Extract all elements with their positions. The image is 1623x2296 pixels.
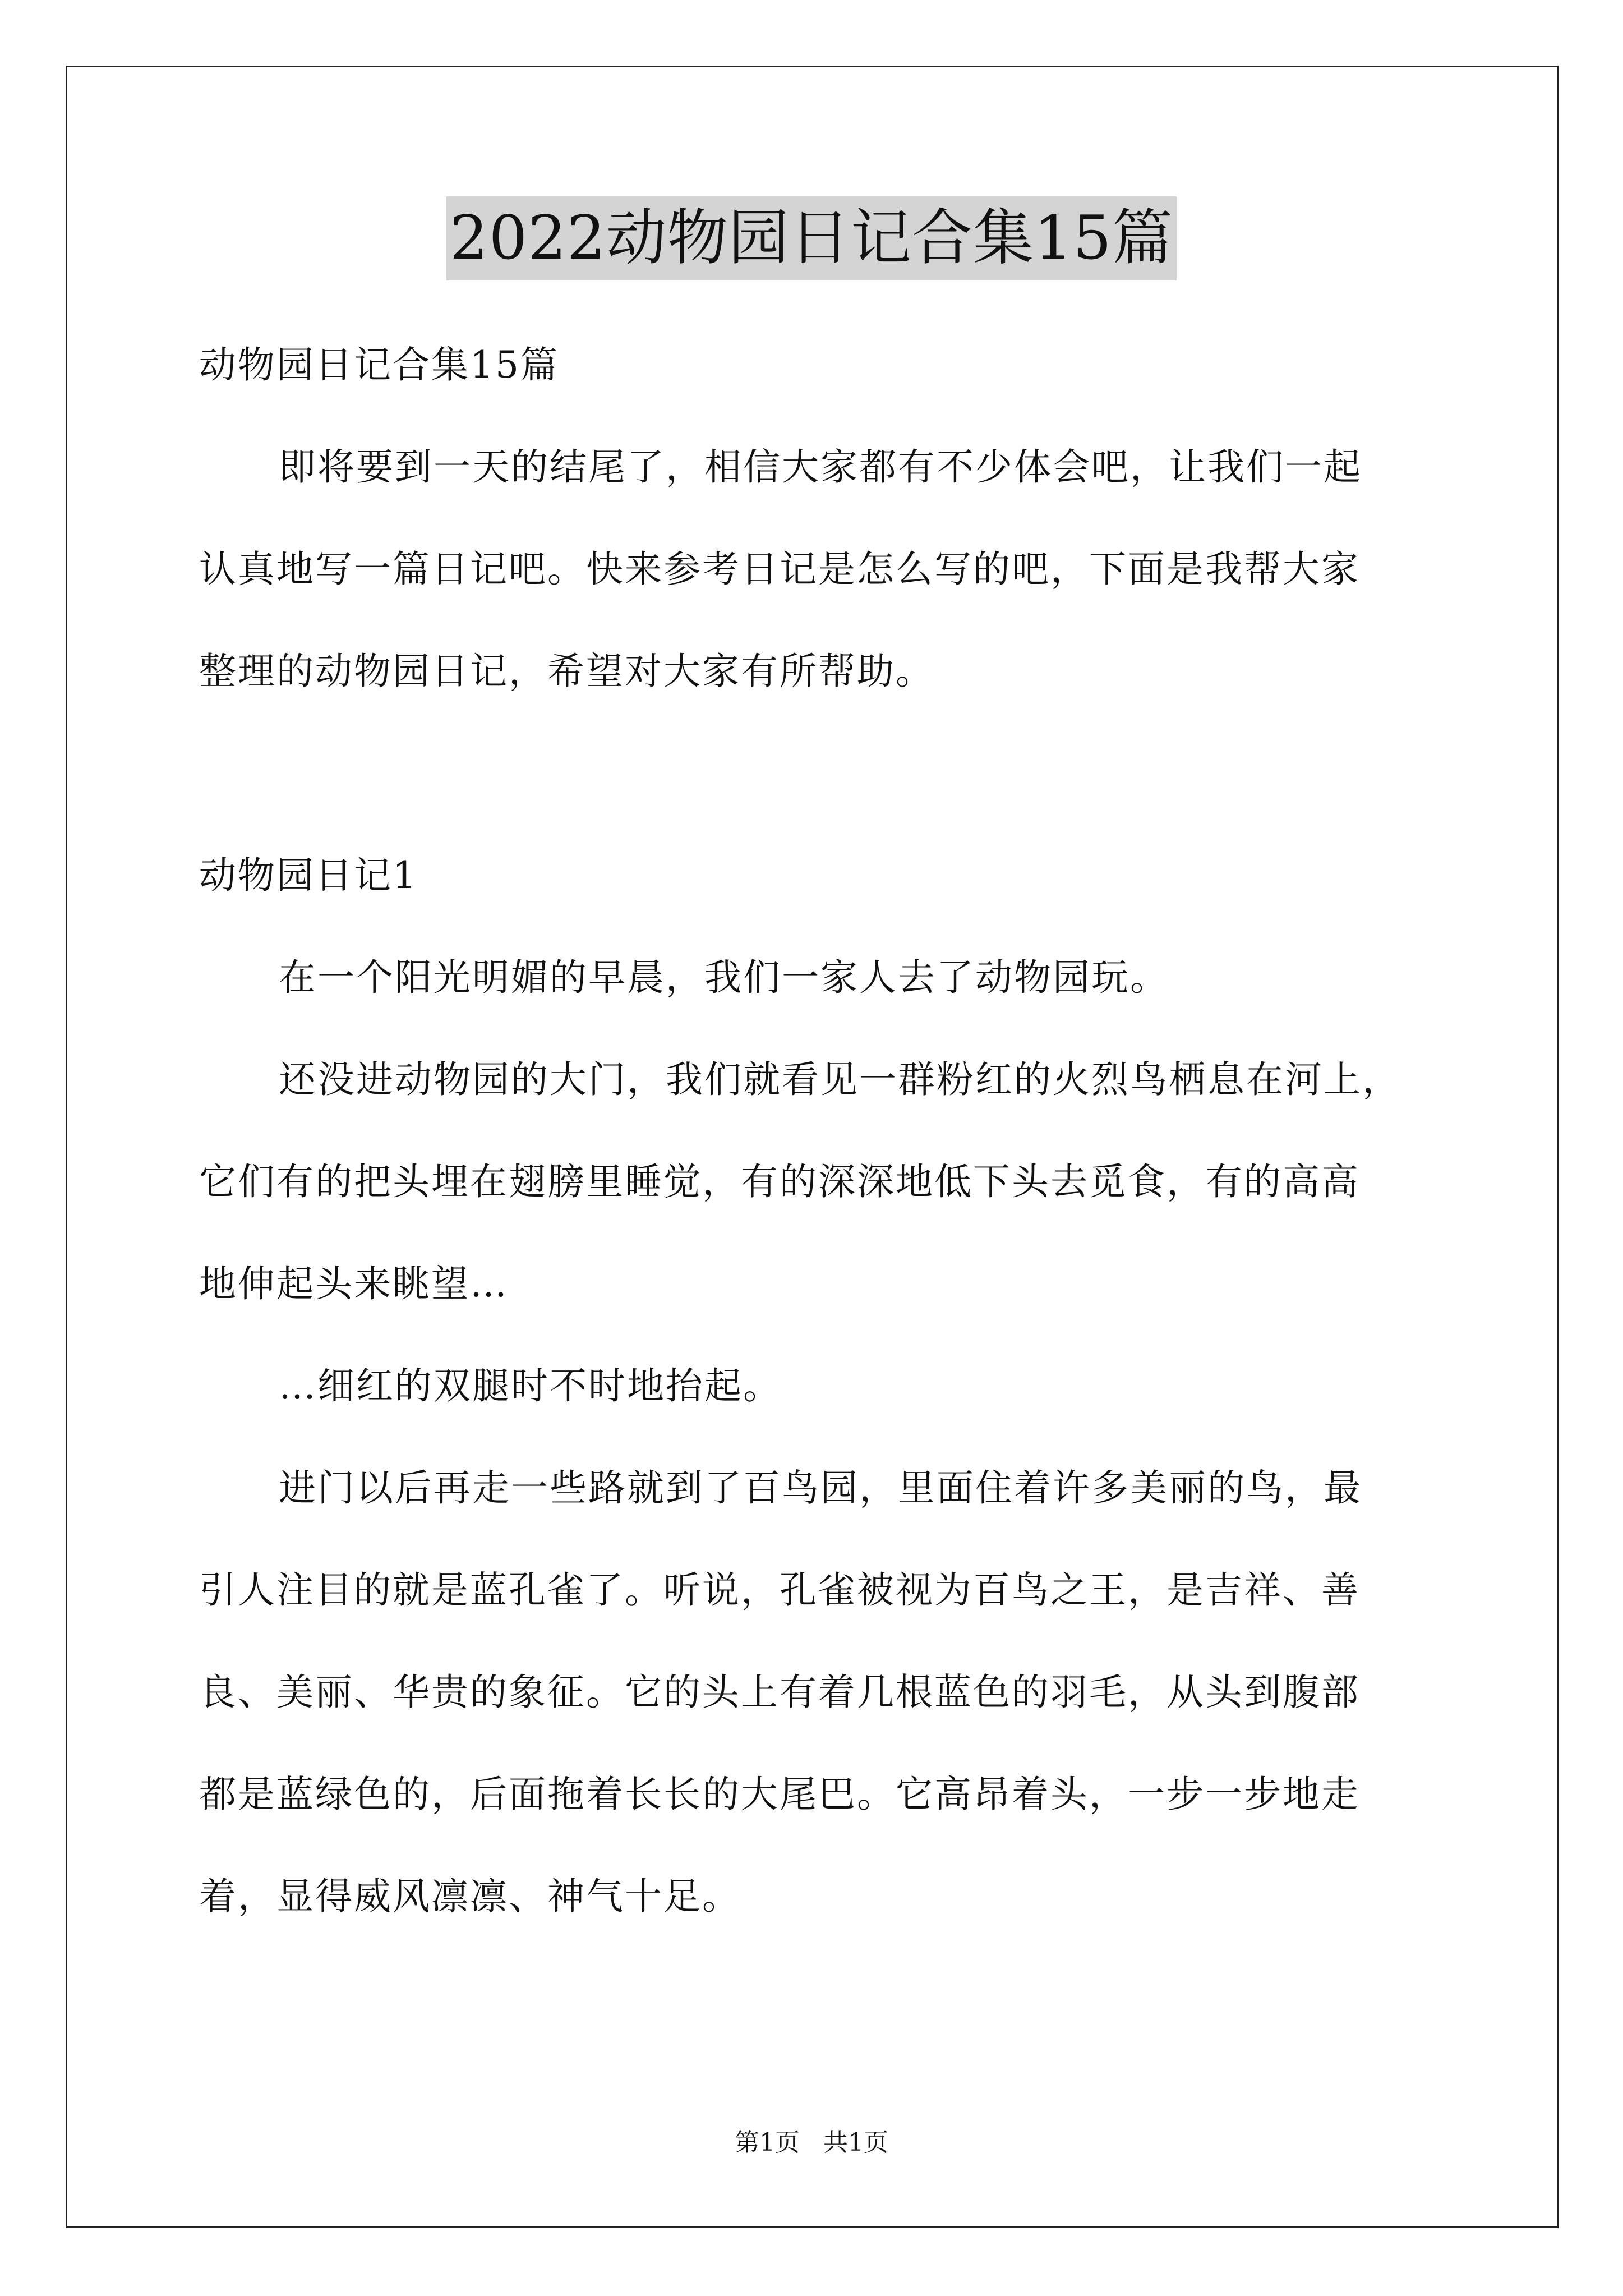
document-body <box>199 314 1433 1948</box>
title-container <box>0 196 1623 280</box>
body-line: 都是蓝绿色的，后面拖着长长的大尾巴。它高昂着头，一步一步地走 <box>199 1773 1360 1816</box>
body-line: 着，显得威风凛凛、神气十足。 <box>199 1875 741 1918</box>
intro-line: 即将要到一天的结尾了，相信大家都有不少体会吧，让我们一起 <box>279 445 1362 489</box>
page-total: 共1页 <box>823 2128 888 2157</box>
body-line: 它们有的把头埋在翅膀里睡觉，有的深深地低下头去觅食，有的高高 <box>199 1160 1360 1203</box>
body-line: 引人注目的就是蓝孔雀了。听说，孔雀被视为百鸟之王，是吉祥、善 <box>199 1568 1360 1612</box>
body-line: 良、美丽、华贵的象征。它的头上有着几根蓝色的羽毛，从头到腹部 <box>199 1671 1360 1714</box>
subtitle: 动物园日记合集15篇 <box>199 343 559 386</box>
blank-line <box>199 723 1433 825</box>
intro-line: 认真地写一篇日记吧。快来参考日记是怎么写的吧，下面是我帮大家 <box>199 547 1360 591</box>
intro-line: 整理的动物园日记，希望对大家有所帮助。 <box>199 650 934 693</box>
body-line: …细红的双腿时不时地抬起。 <box>279 1364 782 1407</box>
document-title: 2022动物园日记合集15篇 <box>446 196 1177 280</box>
body-line: 进门以后再走一些路就到了百鸟园，里面住着许多美丽的鸟，最 <box>279 1466 1362 1510</box>
section-heading: 动物园日记1 <box>199 854 418 897</box>
body-line: 还没进动物园的大门，我们就看见一群粉红的火烈鸟栖息在河上， <box>279 1058 1401 1101</box>
page-number: 第1页 <box>735 2128 800 2157</box>
body-line: 地伸起头来眺望… <box>199 1262 509 1305</box>
body-line: 在一个阳光明媚的早晨，我们一家人去了动物园玩。 <box>279 956 1169 999</box>
page-footer <box>0 2126 1623 2160</box>
